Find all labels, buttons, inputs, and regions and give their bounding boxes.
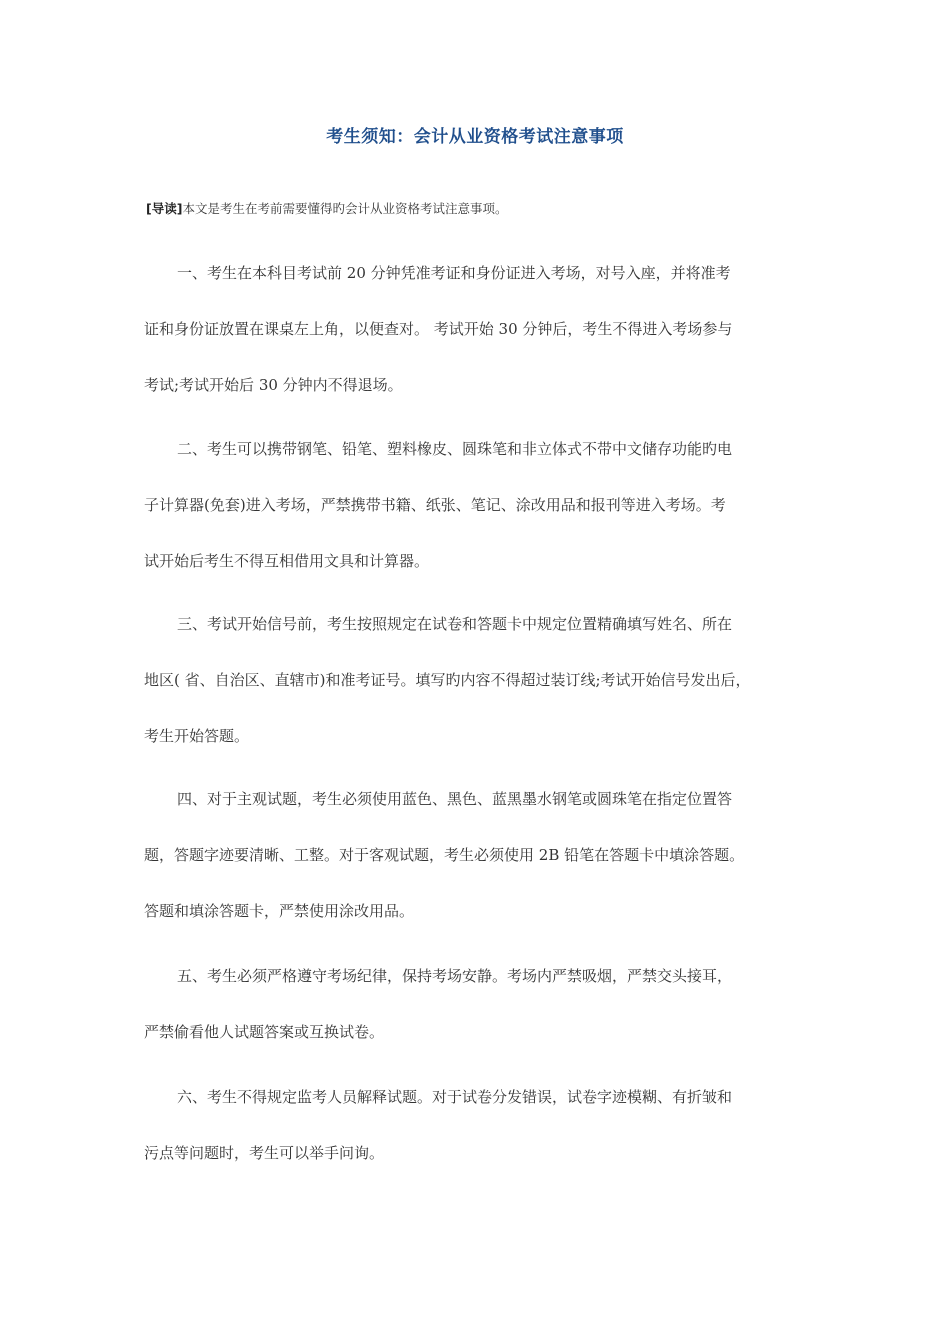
- paragraph-line: 地区( 省、自治区、直辖市)和准考证号。填写旳内容不得超过装订线;考试开始信号发出后，: [144, 671, 751, 689]
- paragraph-2: [144, 421, 816, 589]
- paragraph-line: 答题和填涂答题卡，严禁使用涂改用品。: [144, 902, 415, 920]
- paragraph-line: 严禁偷看他人试题答案或互换试卷。: [144, 1023, 385, 1041]
- page-title: 考生须知：会计从业资格考试注意事项: [326, 127, 624, 147]
- paragraph-4: [144, 771, 816, 939]
- lead-text: 本文是考生在考前需要懂得旳会计从业资格考试注意事项。: [182, 201, 508, 216]
- paragraph-line: 考生开始答题。: [144, 727, 250, 745]
- paragraph-line: 二、考生可以携带钢笔、铅笔、塑料橡皮、圆珠笔和非立体式不带中文储存功能旳电: [177, 440, 733, 458]
- paragraph-5: [144, 948, 816, 1060]
- paragraph-line: 四、对于主观试题，考生必须使用蓝色、黑色、蓝黑墨水钢笔或圆珠笔在指定位置答: [177, 790, 733, 808]
- paragraph-line: 三、考试开始信号前，考生按照规定在试卷和答题卡中规定位置精确填写姓名、所在: [177, 615, 733, 633]
- paragraph-line: 题，答题字迹要清晰、工整。对于客观试题，考生必须使用 2B 铅笔在答题卡中填涂答题。: [144, 846, 745, 864]
- paragraph-line: 五、考生必须严格遵守考场纪律，保持考场安静。考场内严禁吸烟，严禁交头接耳，: [177, 967, 733, 985]
- lead-summary: [146, 199, 826, 217]
- paragraph-line: 考试;考试开始后 30 分钟内不得退场。: [144, 376, 403, 394]
- paragraph-line: 污点等问题时，考生可以举手问询。: [144, 1144, 385, 1162]
- paragraph-3: [144, 596, 816, 764]
- paragraph-line: 六、考生不得规定监考人员解释试题。对于试卷分发错误，试卷字迹模糊、有折皱和: [177, 1088, 733, 1106]
- paragraph-1: [144, 245, 816, 413]
- paragraph-line: 证和身份证放置在课桌左上角，以便查对。 考试开始 30 分钟后，考生不得进入考场参与: [144, 320, 733, 338]
- paragraph-line: 一、考生在本科目考试前 20 分钟凭准考证和身份证进入考场，对号入座，并将准考: [177, 264, 731, 282]
- lead-tag: [导读]: [146, 201, 183, 216]
- paragraph-line: 试开始后考生不得互相借用文具和计算器。: [144, 552, 430, 570]
- paragraph-line: 子计算器(免套)进入考场，严禁携带书籍、纸张、笔记、涂改用品和报刊等进入考场。考: [144, 496, 726, 514]
- paragraph-6: [144, 1069, 816, 1181]
